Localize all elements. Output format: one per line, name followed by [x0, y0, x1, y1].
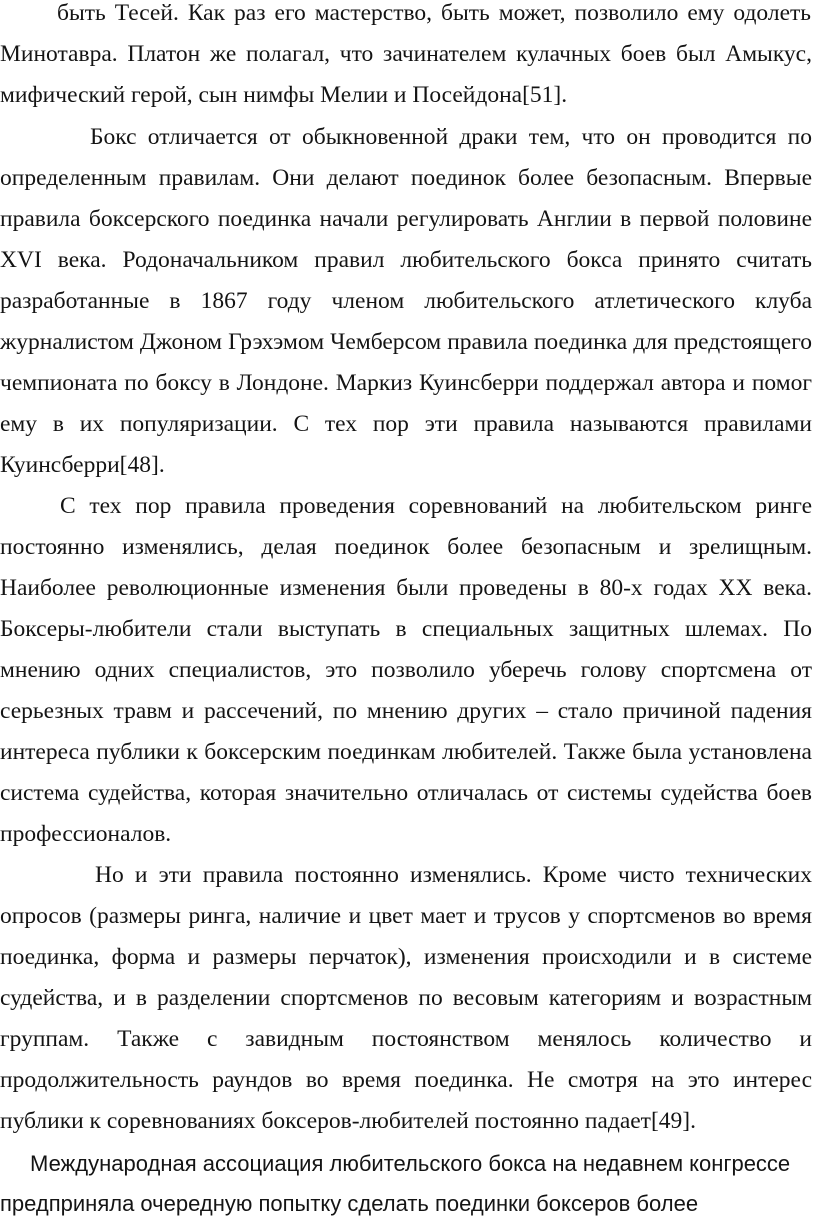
text-line: мнению одних специалистов, это позволило уберечь голову спортсмена от: [0, 657, 812, 683]
text-line: Но и эти правила постоянно изменялись. Кроме чисто технических: [95, 862, 812, 888]
text-line: XVI века. Родоначальником правил любительского бокса принято считать: [0, 247, 812, 273]
text-line: Международная ассоциация любительского бокса на недавнем конгрессе: [30, 1151, 791, 1176]
text-line: публики к соревнованиях боксеров-любителей постоянно падает[49].: [0, 1108, 696, 1134]
text-line: группам. Также с завидным постоянством менялось количество и: [0, 1026, 812, 1052]
text-line: поединка, форма и размеры перчаток), изменения происходили и в системе: [0, 944, 812, 970]
text-line: журналистом Джоном Грэхэмом Чемберсом правила поединка для предстоящего: [0, 329, 812, 355]
text-line: система судейства, которая значительно отличалась от системы судейства боев: [0, 780, 812, 806]
text-line: судейства, и в разделении спортсменов по весовым категориям и возрастным: [0, 985, 812, 1011]
text-line: Минотавра. Платон же полагал, что зачинателем кулачных боев был Амыкус,: [0, 41, 812, 67]
text-line: интереса публики к боксерским поединкам любителей. Также была установлена: [0, 739, 812, 765]
text-line: ему в их популяризации. С тех пор эти правила называются правилами: [0, 411, 812, 437]
text-line: С тех пор правила проведения соревнований на любительском ринге: [60, 493, 812, 519]
text-line: разработанные в 1867 году членом любительского атлетического клуба: [0, 288, 812, 314]
text-line: быть Тесей. Как раз его мастерство, быть может, позволило ему одолеть: [57, 0, 811, 26]
text-line: опросов (размеры ринга, наличие и цвет мает и трусов у спортсменов во время: [0, 903, 812, 929]
text-line: постоянно изменялись, делая поединок более безопасным и зрелищным.: [0, 534, 812, 560]
text-line: предприняла очередную попытку сделать поединки боксеров более: [0, 1191, 699, 1216]
text-line: Бокс отличается от обыкновенной драки тем, что он проводится по: [90, 124, 812, 150]
text-line: чемпионата по боксу в Лондоне. Маркиз Куинсберри поддержал автора и помог: [0, 370, 812, 396]
text-line: продолжительность раундов во время поединка. Не смотря на это интерес: [0, 1067, 812, 1093]
text-line: профессионалов.: [0, 821, 172, 847]
text-line: серьезных травм и рассечений, по мнению других – стало причиной падения: [0, 698, 812, 724]
text-line: правила боксерского поединка начали регулировать Англии в первой половине: [0, 206, 812, 232]
text-line: Куинсберри[48].: [0, 452, 165, 478]
text-line: Наиболее революционные изменения были проведены в 80-х годах XX века.: [0, 575, 812, 601]
text-line: Боксеры-любители стали выступать в специальных защитных шлемах. По: [0, 616, 812, 642]
text-line: мифический герой, сын нимфы Мелии и Посейдона[51].: [0, 82, 568, 108]
text-line: определенным правилам. Они делают поединок более безопасным. Впервые: [0, 165, 812, 191]
